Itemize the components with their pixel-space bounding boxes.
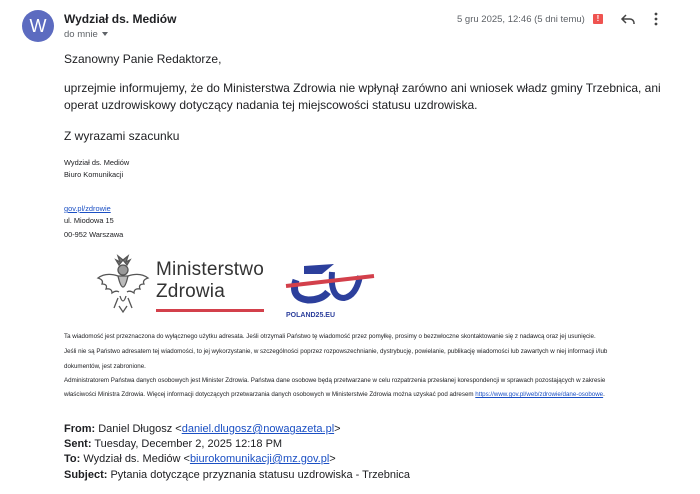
message-date: 5 gru 2025, 12:46 (5 dni temu) [457, 14, 585, 25]
disclaimer-line: dokumentów, jest zabronione. [64, 363, 146, 370]
disclaimer-end: . [603, 391, 605, 398]
sent-value: Tuesday, December 2, 2025 12:18 PM [91, 438, 283, 450]
poland25eu-text: POLAND25.EU [286, 312, 336, 319]
forwarded-from [64, 422, 341, 437]
to-name: Wydział ds. Mediów < [80, 453, 190, 465]
signature-department: Wydział ds. Mediów [64, 158, 130, 167]
sender-name[interactable]: Wydział ds. Mediów [64, 12, 177, 26]
subject-label: Subject: [64, 469, 108, 481]
message-header [0, 0, 700, 46]
signature-office: Biuro Komunikacji [64, 170, 124, 179]
to-email-link[interactable]: biurokomunikacji@mz.gov.pl [189, 453, 330, 465]
forwarded-sent [64, 437, 282, 452]
message-paragraph: uprzejmie informujemy, że do Ministerstwa Zdrowia nie wpłynął zarówno ani wniosek władz gminy Trzebnica, ani operat uzdrowiskowy dotyczący nadania tej miejscowości statusu uzdrowiska. [64, 81, 661, 112]
recipient-dropdown[interactable] [64, 29, 108, 40]
from-email-link[interactable]: daniel.dlugosz@nowagazeta.pl [181, 423, 335, 435]
sender-avatar[interactable]: W [22, 10, 54, 42]
chevron-down-icon[interactable] [102, 32, 108, 36]
disclaimer-line: Ta wiadomość jest przeznaczona do wyłącznego użytku adresata. Jeśli otrzymali Państwo tę wiadomość przez pomyłkę, prosimy o bezzwłoczne skontaktowanie się z nadawcą oraz jej usunięcie. [64, 333, 596, 340]
from-label: From: [64, 423, 96, 435]
ministry-accent-bar [156, 309, 264, 312]
reply-icon[interactable] [620, 11, 636, 27]
privacy-policy-link[interactable]: https://www.gov.pl/web/zdrowie/dane-osobowe [475, 391, 604, 398]
from-end: > [334, 423, 341, 435]
from-name: Daniel Długosz < [95, 423, 182, 435]
poland25eu-logo [282, 254, 378, 320]
disclaimer-line: Jeśli nie są Państwo adresatem tej wiadomości, to jej wykorzystanie, w szczególności poprzez rozpowszechnianie, dystrybucję, powielanie, publikację wiadomości lub zawartych w niej informacji i/lub [64, 348, 608, 355]
ministry-name-line1: Ministerstwo [156, 259, 264, 280]
ministry-name-line2: Zdrowia [156, 281, 225, 302]
sent-label: Sent: [64, 438, 92, 450]
signature-website-link[interactable]: gov.pl/zdrowie [64, 204, 111, 213]
greeting: Szanowny Panie Redaktorze, [64, 52, 222, 66]
closing: Z wyrazami szacunku [64, 129, 180, 143]
disclaimer-line: Administratorem Państwa danych osobowych jest Minister Zdrowia. Państwa dane osobowe będą przetwarzane w celu rozpatrzenia przesłanej korespondencji w sprawach pozostających w zakresie [64, 377, 606, 384]
eagle-emblem-icon [94, 254, 152, 314]
more-options-icon[interactable] [650, 11, 662, 27]
important-marker-icon[interactable]: ! [593, 14, 603, 24]
forwarded-to [64, 452, 336, 467]
subject-value: Pytania dotyczące przyznania statusu uzdrowiska - Trzebnica [107, 469, 411, 481]
disclaimer-line [64, 390, 674, 399]
disclaimer-text: właściwości Ministra Zdrowia. Więcej informacji dotyczących przetwarzania danych osobowych w Ministerstwie Zdrowia można uzyskać pod adresem [64, 391, 476, 398]
signature-street: ul. Miodowa 15 [64, 216, 114, 225]
to-label: To: [64, 453, 81, 465]
signature-postal: 00-952 Warszawa [64, 230, 124, 239]
forwarded-subject [64, 468, 410, 483]
recipient-label: do mnie [64, 29, 98, 40]
to-end: > [329, 453, 336, 465]
